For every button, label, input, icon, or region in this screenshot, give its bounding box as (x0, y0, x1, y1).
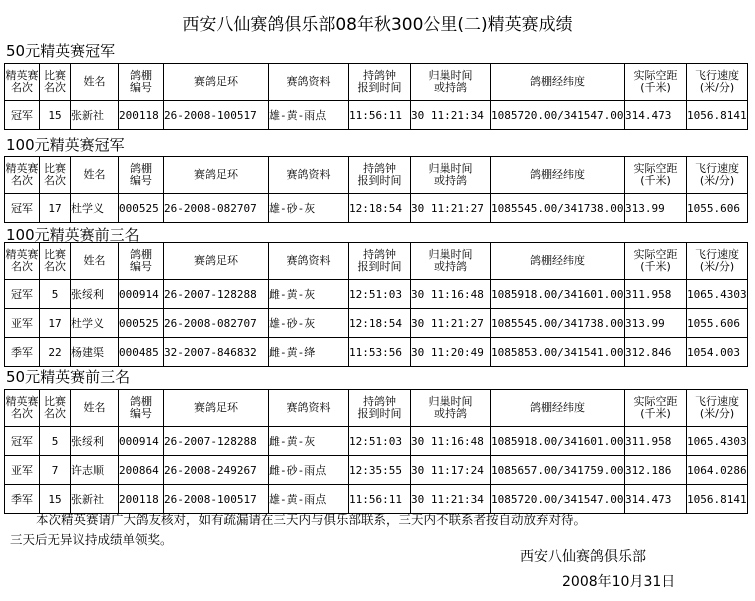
cell-arrival: 30 11:21:27 (411, 309, 491, 338)
cell-feather: 雌-黄-绛 (269, 338, 349, 367)
column-header-line: 飞行速度 (695, 69, 739, 82)
cell-ring: 26-2008-100517 (164, 101, 269, 130)
cell-ring: 26-2007-128288 (164, 280, 269, 309)
cell-name: 张新社 (71, 485, 119, 514)
column-header-line: 报到时间 (357, 407, 402, 420)
column-header-line: 名次 (11, 260, 33, 273)
column-header-line: 或持鸽 (434, 81, 467, 94)
date: 2008年10月31日 (562, 574, 676, 590)
table-row (5, 456, 748, 485)
cell-speed: 1056.8141 (687, 485, 748, 514)
page-title: 西安八仙赛鸽俱乐部08年秋300公里(二)精英赛成绩 (182, 15, 573, 35)
column-header-line: 或持鸽 (434, 407, 467, 420)
column-header (491, 64, 625, 101)
header-row (5, 243, 748, 280)
cell-ring: 26-2008-082707 (164, 309, 269, 338)
cell-no: 15 (40, 101, 71, 130)
cell-ring: 26-2007-128288 (164, 427, 269, 456)
cell-feather: 雄-砂-灰 (269, 309, 349, 338)
column-header-line: 鸽棚 (130, 248, 152, 261)
column-header (411, 243, 491, 280)
column-header-line: 持鸽钟 (363, 69, 396, 82)
column-header-line: 报到时间 (357, 174, 402, 187)
column-header-line: 姓名 (83, 254, 106, 267)
cell-name: 张绥利 (71, 427, 119, 456)
cell-arrival: 30 11:21:27 (411, 194, 491, 223)
cell-distance: 313.99 (625, 194, 687, 223)
cell-coords: 1085853.00/341541.00 (491, 338, 625, 367)
column-header (687, 157, 748, 194)
column-header-line: 归巢时间 (428, 162, 473, 175)
column-header-line: 赛鸽足环 (194, 168, 238, 181)
cell-arrival: 30 11:17:24 (411, 456, 491, 485)
column-header-line: 持鸽钟 (363, 395, 396, 408)
notice-line-1: 本次精英赛请广大鸽友核对，如有疏漏请在三天内与俱乐部联系，三天内不联系者按自动放弃对待。 (36, 512, 587, 527)
cell-coords: 1085720.00/341547.00 (491, 101, 625, 130)
column-header (411, 64, 491, 101)
column-header-line: (千米) (640, 81, 671, 94)
column-header-line: 比赛 (44, 248, 66, 261)
cell-no: 5 (40, 280, 71, 309)
column-header-line: 飞行速度 (695, 162, 739, 175)
cell-loft: 000525 (119, 309, 164, 338)
column-header-line: 赛鸽资料 (286, 75, 331, 88)
column-header-line: 或持鸽 (434, 260, 467, 273)
column-header-line: 实际空距 (633, 162, 678, 175)
header-row (5, 64, 748, 101)
column-header-line: 编号 (130, 174, 152, 187)
column-header (5, 243, 40, 280)
cell-coords: 1085545.00/341738.00 (491, 309, 625, 338)
table-row (5, 309, 748, 338)
table-row (5, 194, 748, 223)
cell-coords: 1085545.00/341738.00 (491, 194, 625, 223)
notice (10, 510, 586, 550)
column-header (5, 390, 40, 427)
column-header (119, 243, 164, 280)
cell-loft: 200864 (119, 456, 164, 485)
cell-loft: 200118 (119, 485, 164, 514)
column-header-line: 名次 (11, 174, 33, 187)
header-row (5, 390, 748, 427)
cell-loft: 200118 (119, 101, 164, 130)
table-row (5, 101, 748, 130)
cell-name: 张新社 (71, 101, 119, 130)
cell-ring: 26-2008-082707 (164, 194, 269, 223)
cell-feather: 雄-黄-雨点 (269, 101, 349, 130)
column-header (269, 390, 349, 427)
column-header (40, 390, 71, 427)
cell-distance: 311.958 (625, 427, 687, 456)
cell-ring: 26-2008-249267 (164, 456, 269, 485)
column-header (349, 243, 411, 280)
column-header-line: 编号 (130, 407, 152, 420)
column-header (71, 157, 119, 194)
cell-speed: 1056.8141 (687, 101, 748, 130)
column-header-line: 鸽棚 (130, 395, 152, 408)
column-header-line: 飞行速度 (695, 248, 739, 261)
column-header-line: 鸽棚经纬度 (530, 168, 585, 181)
column-header (119, 390, 164, 427)
cell-arrival: 30 11:16:48 (411, 280, 491, 309)
cell-distance: 314.473 (625, 101, 687, 130)
column-header (71, 390, 119, 427)
cell-distance: 313.99 (625, 309, 687, 338)
cell-rank: 亚军 (5, 456, 40, 485)
column-header (71, 243, 119, 280)
column-header-line: 实际空距 (633, 248, 678, 261)
column-header-line: 归巢时间 (428, 69, 473, 82)
cell-report: 12:35:55 (349, 456, 411, 485)
cell-no: 7 (40, 456, 71, 485)
column-header (491, 157, 625, 194)
column-header (491, 243, 625, 280)
column-header (164, 390, 269, 427)
cell-no: 22 (40, 338, 71, 367)
section-title-4: 50元精英赛前三名 (6, 368, 131, 386)
column-header-line: 鸽棚经纬度 (530, 254, 585, 267)
section-title-2: 100元精英赛冠军 (6, 136, 125, 154)
cell-name: 杜学义 (71, 194, 119, 223)
column-header (411, 157, 491, 194)
cell-feather: 雄-黄-雨点 (269, 485, 349, 514)
column-header-line: 比赛 (44, 69, 66, 82)
cell-speed: 1065.4303 (687, 427, 748, 456)
column-header-line: 赛鸽足环 (194, 254, 238, 267)
cell-report: 11:56:11 (349, 485, 411, 514)
column-header-line: 比赛 (44, 162, 66, 175)
cell-report: 12:51:03 (349, 280, 411, 309)
column-header-line: 鸽棚经纬度 (530, 401, 585, 414)
cell-coords: 1085918.00/341601.00 (491, 280, 625, 309)
cell-rank: 亚军 (5, 309, 40, 338)
cell-loft: 000914 (119, 280, 164, 309)
column-header-line: 归巢时间 (428, 395, 473, 408)
column-header-line: 名次 (11, 407, 33, 420)
column-header-line: 编号 (130, 260, 152, 273)
column-header (491, 390, 625, 427)
column-header-line: 赛鸽足环 (194, 75, 238, 88)
column-header (40, 157, 71, 194)
cell-name: 杨建渠 (71, 338, 119, 367)
section-title-1: 50元精英赛冠军 (6, 42, 116, 60)
results-table (4, 63, 748, 130)
results-table (4, 242, 748, 367)
cell-no: 5 (40, 427, 71, 456)
cell-distance: 314.473 (625, 485, 687, 514)
cell-report: 11:53:56 (349, 338, 411, 367)
column-header-line: (米/分) (699, 260, 735, 273)
column-header-line: (千米) (640, 174, 671, 187)
cell-coords: 1085720.00/341547.00 (491, 485, 625, 514)
column-header (164, 64, 269, 101)
cell-rank: 季军 (5, 338, 40, 367)
column-header-line: 比赛 (44, 395, 66, 408)
column-header-line: 持鸽钟 (363, 162, 396, 175)
column-header (5, 64, 40, 101)
column-header (625, 157, 687, 194)
cell-report: 12:18:54 (349, 194, 411, 223)
cell-feather: 雌-砂-雨点 (269, 456, 349, 485)
table-row (5, 427, 748, 456)
table-row (5, 338, 748, 367)
column-header-line: 赛鸽足环 (194, 401, 238, 414)
column-header (349, 64, 411, 101)
cell-loft: 000914 (119, 427, 164, 456)
column-header (164, 243, 269, 280)
cell-coords: 1085918.00/341601.00 (491, 427, 625, 456)
cell-no: 17 (40, 309, 71, 338)
column-header (40, 243, 71, 280)
column-header (164, 157, 269, 194)
column-header (119, 64, 164, 101)
cell-ring: 26-2008-100517 (164, 485, 269, 514)
cell-name: 杜学义 (71, 309, 119, 338)
cell-rank: 冠军 (5, 427, 40, 456)
column-header-line: 精英赛 (5, 248, 39, 261)
cell-rank: 冠军 (5, 101, 40, 130)
column-header (40, 64, 71, 101)
cell-arrival: 30 11:21:34 (411, 101, 491, 130)
cell-distance: 311.958 (625, 280, 687, 309)
column-header (687, 243, 748, 280)
cell-speed: 1055.606 (687, 309, 748, 338)
column-header-line: 或持鸽 (434, 174, 467, 187)
cell-name: 许志顺 (71, 456, 119, 485)
column-header (625, 64, 687, 101)
cell-feather: 雌-黄-灰 (269, 427, 349, 456)
column-header-line: (千米) (640, 260, 671, 273)
column-header-line: 鸽棚经纬度 (530, 75, 585, 88)
cell-distance: 312.846 (625, 338, 687, 367)
column-header (349, 157, 411, 194)
table-row (5, 280, 748, 309)
column-header-line: 名次 (44, 407, 66, 420)
column-header-line: 名次 (44, 174, 66, 187)
cell-loft: 000485 (119, 338, 164, 367)
cell-name: 张绥利 (71, 280, 119, 309)
cell-no: 15 (40, 485, 71, 514)
cell-report: 12:18:54 (349, 309, 411, 338)
cell-rank: 冠军 (5, 280, 40, 309)
column-header-line: 姓名 (83, 401, 106, 414)
column-header (71, 64, 119, 101)
cell-coords: 1085657.00/341759.00 (491, 456, 625, 485)
column-header-line: 持鸽钟 (363, 248, 396, 261)
column-header (5, 157, 40, 194)
cell-report: 11:56:11 (349, 101, 411, 130)
cell-ring: 32-2007-846832 (164, 338, 269, 367)
column-header-line: 精英赛 (5, 69, 39, 82)
column-header-line: 飞行速度 (695, 395, 739, 408)
signature: 西安八仙赛鸽俱乐部 (520, 549, 646, 565)
cell-arrival: 30 11:20:49 (411, 338, 491, 367)
column-header-line: (米/分) (699, 81, 735, 94)
header-row (5, 157, 748, 194)
column-header (269, 243, 349, 280)
column-header-line: (米/分) (699, 407, 735, 420)
column-header (269, 64, 349, 101)
column-header-line: 赛鸽资料 (286, 254, 331, 267)
column-header-line: (米/分) (699, 174, 735, 187)
column-header-line: 精英赛 (5, 162, 39, 175)
cell-rank: 季军 (5, 485, 40, 514)
column-header-line: 实际空距 (633, 69, 678, 82)
column-header-line: 精英赛 (5, 395, 39, 408)
column-header-line: 名次 (11, 81, 33, 94)
column-header-line: 鸽棚 (130, 162, 152, 175)
column-header-line: 名次 (44, 260, 66, 273)
cell-report: 12:51:03 (349, 427, 411, 456)
column-header-line: 赛鸽资料 (286, 401, 331, 414)
results-table (4, 156, 748, 223)
cell-no: 17 (40, 194, 71, 223)
column-header-line: 实际空距 (633, 395, 678, 408)
cell-arrival: 30 11:21:34 (411, 485, 491, 514)
cell-distance: 312.186 (625, 456, 687, 485)
cell-rank: 冠军 (5, 194, 40, 223)
column-header-line: 报到时间 (357, 81, 402, 94)
section-title-3: 100元精英赛前三名 (6, 226, 140, 244)
column-header-line: 编号 (130, 81, 152, 94)
cell-arrival: 30 11:16:48 (411, 427, 491, 456)
results-table (4, 389, 748, 514)
column-header-line: 姓名 (83, 168, 106, 181)
column-header (411, 390, 491, 427)
cell-loft: 000525 (119, 194, 164, 223)
cell-speed: 1054.003 (687, 338, 748, 367)
cell-speed: 1055.606 (687, 194, 748, 223)
column-header (687, 64, 748, 101)
column-header (119, 157, 164, 194)
cell-speed: 1065.4303 (687, 280, 748, 309)
column-header-line: 名次 (44, 81, 66, 94)
cell-feather: 雌-黄-灰 (269, 280, 349, 309)
cell-speed: 1064.0286 (687, 456, 748, 485)
column-header-line: 鸽棚 (130, 69, 152, 82)
column-header-line: 赛鸽资料 (286, 168, 331, 181)
column-header (349, 390, 411, 427)
column-header (687, 390, 748, 427)
column-header (625, 390, 687, 427)
column-header-line: 姓名 (83, 75, 106, 88)
column-header (269, 157, 349, 194)
column-header-line: (千米) (640, 407, 671, 420)
notice-line-2: 三天后无异议持成绩单领奖。 (10, 532, 173, 547)
column-header-line: 归巢时间 (428, 248, 473, 261)
column-header (625, 243, 687, 280)
column-header-line: 报到时间 (357, 260, 402, 273)
cell-feather: 雄-砂-灰 (269, 194, 349, 223)
